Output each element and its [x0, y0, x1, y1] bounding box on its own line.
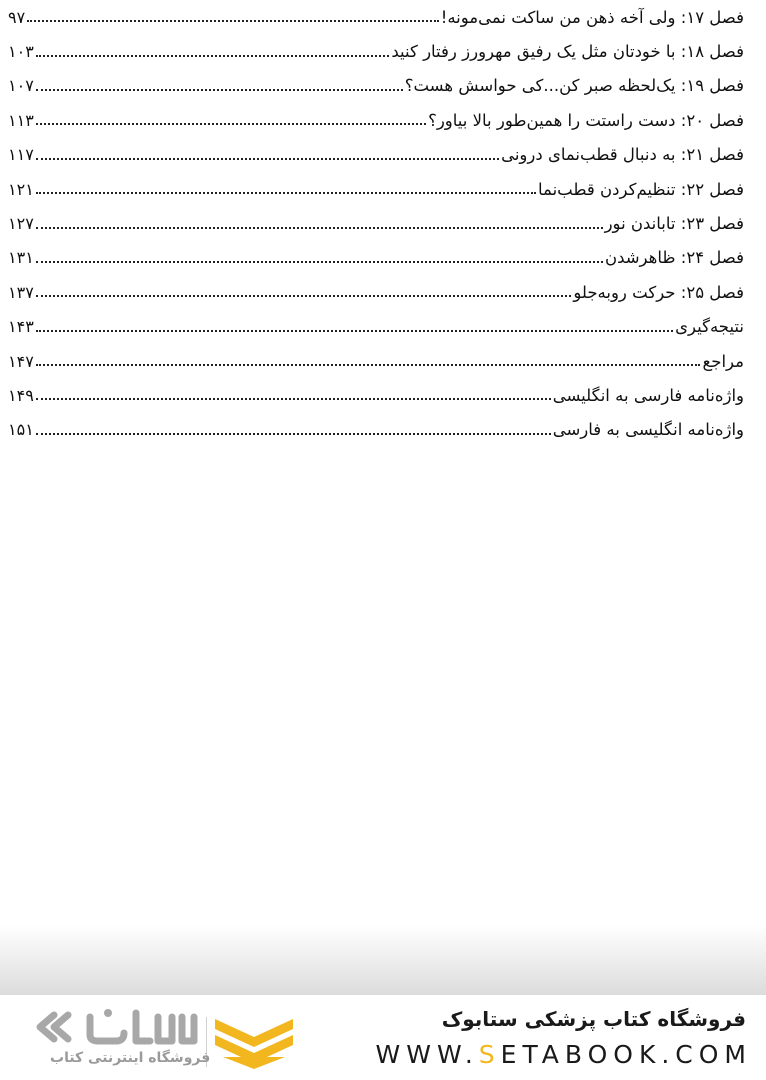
- toc-entry-title: واژه‌نامه انگلیسی به فارسی: [552, 420, 744, 440]
- toc-entry-title: مراجع: [702, 351, 744, 371]
- toc-entry-page: ۹۷: [8, 7, 26, 27]
- toc-entry-title: واژه‌نامه فارسی به انگلیسی: [552, 385, 744, 405]
- seta-chevron-logo-icon: [215, 1013, 293, 1069]
- toc-entry-title: فصل ۱۷: ولی آخه ذهن من ساکت نمی‌مونه!: [440, 7, 744, 27]
- toc-entry-page: ۱۴۷: [8, 351, 34, 371]
- toc-entry[interactable]: [8, 172, 744, 206]
- toc-entry[interactable]: [8, 378, 744, 412]
- toc-dot-leader: [36, 295, 572, 297]
- toc-entry-title: فصل ۱۹: یک‌لحظه صبر کن...کی حواسش هست؟: [404, 76, 744, 96]
- toc-entry-title: نتیجه‌گیری: [675, 317, 744, 337]
- toc-entry-title: فصل ۲۱: به دنبال قطب‌نمای درونی: [501, 145, 744, 165]
- table-of-contents: [8, 0, 744, 447]
- toc-entry-page: ۱۴۳: [8, 317, 34, 337]
- toc-entry-page: ۱۰۳: [8, 42, 34, 62]
- toc-dot-leader: [36, 433, 551, 435]
- toc-entry[interactable]: [8, 34, 744, 68]
- toc-entry-title: فصل ۲۴: ظاهرشدن: [604, 248, 744, 268]
- toc-entry[interactable]: [8, 69, 744, 103]
- toc-dot-leader: [36, 398, 551, 400]
- toc-entry-page: ۱۳۱: [8, 248, 34, 268]
- store-url-prefix: WWW.: [375, 1040, 479, 1069]
- toc-entry[interactable]: [8, 413, 744, 447]
- store-url-accent: S: [478, 1040, 501, 1069]
- toc-entry[interactable]: [8, 344, 744, 378]
- toc-dot-leader: [36, 330, 673, 332]
- toc-entry-title: فصل ۱۸: با خودتان مثل یک رفیق مهرورز رفتار کنید: [391, 42, 744, 62]
- toc-entry-title: فصل ۲۳: تاباندن نور: [604, 214, 744, 234]
- toc-dot-leader: [36, 261, 603, 263]
- toc-entry[interactable]: [8, 0, 744, 34]
- store-title: فروشگاه کتاب پزشکی ستابوک: [441, 1007, 746, 1031]
- footer-shadow: [0, 925, 766, 995]
- store-url[interactable]: [376, 1040, 752, 1069]
- footer-banner: [0, 995, 766, 1080]
- toc-dot-leader: [27, 20, 439, 22]
- toc-entry-page: ۱۲۷: [8, 214, 34, 234]
- toc-entry-title: فصل ۲۰: دست راستت را همین‌طور بالا بیاور؟: [428, 110, 744, 130]
- toc-entry[interactable]: [8, 310, 744, 344]
- toc-entry-page: ۱۰۷: [8, 76, 34, 96]
- toc-entry[interactable]: [8, 206, 744, 240]
- toc-entry-page: ۱۲۱: [8, 179, 34, 199]
- toc-dot-leader: [36, 227, 603, 229]
- toc-dot-leader: [36, 192, 536, 194]
- toc-entry[interactable]: [8, 241, 744, 275]
- toc-entry-page: ۱۴۹: [8, 385, 34, 405]
- toc-dot-leader: [36, 55, 390, 57]
- toc-dot-leader: [36, 123, 426, 125]
- toc-entry[interactable]: [8, 103, 744, 137]
- toc-dot-leader: [36, 158, 499, 160]
- logo-tagline: فروشگاه اینترنتی کتاب: [50, 1050, 211, 1066]
- toc-dot-leader: [36, 364, 701, 366]
- toc-entry-page: ۱۱۳: [8, 110, 34, 130]
- store-url-suffix: ETABOOK.COM: [500, 1040, 752, 1069]
- toc-entry-title: فصل ۲۲: تنظیم‌کردن قطب‌نما: [538, 179, 744, 199]
- seta-wordmark-icon: [32, 1005, 202, 1051]
- toc-dot-leader: [36, 89, 403, 91]
- toc-entry[interactable]: [8, 138, 744, 172]
- toc-entry[interactable]: [8, 275, 744, 309]
- toc-entry-title: فصل ۲۵: حرکت روبه‌جلو: [573, 282, 744, 302]
- toc-entry-page: ۱۱۷: [8, 145, 34, 165]
- toc-entry-page: ۱۳۷: [8, 282, 34, 302]
- toc-entry-page: ۱۵۱: [8, 420, 34, 440]
